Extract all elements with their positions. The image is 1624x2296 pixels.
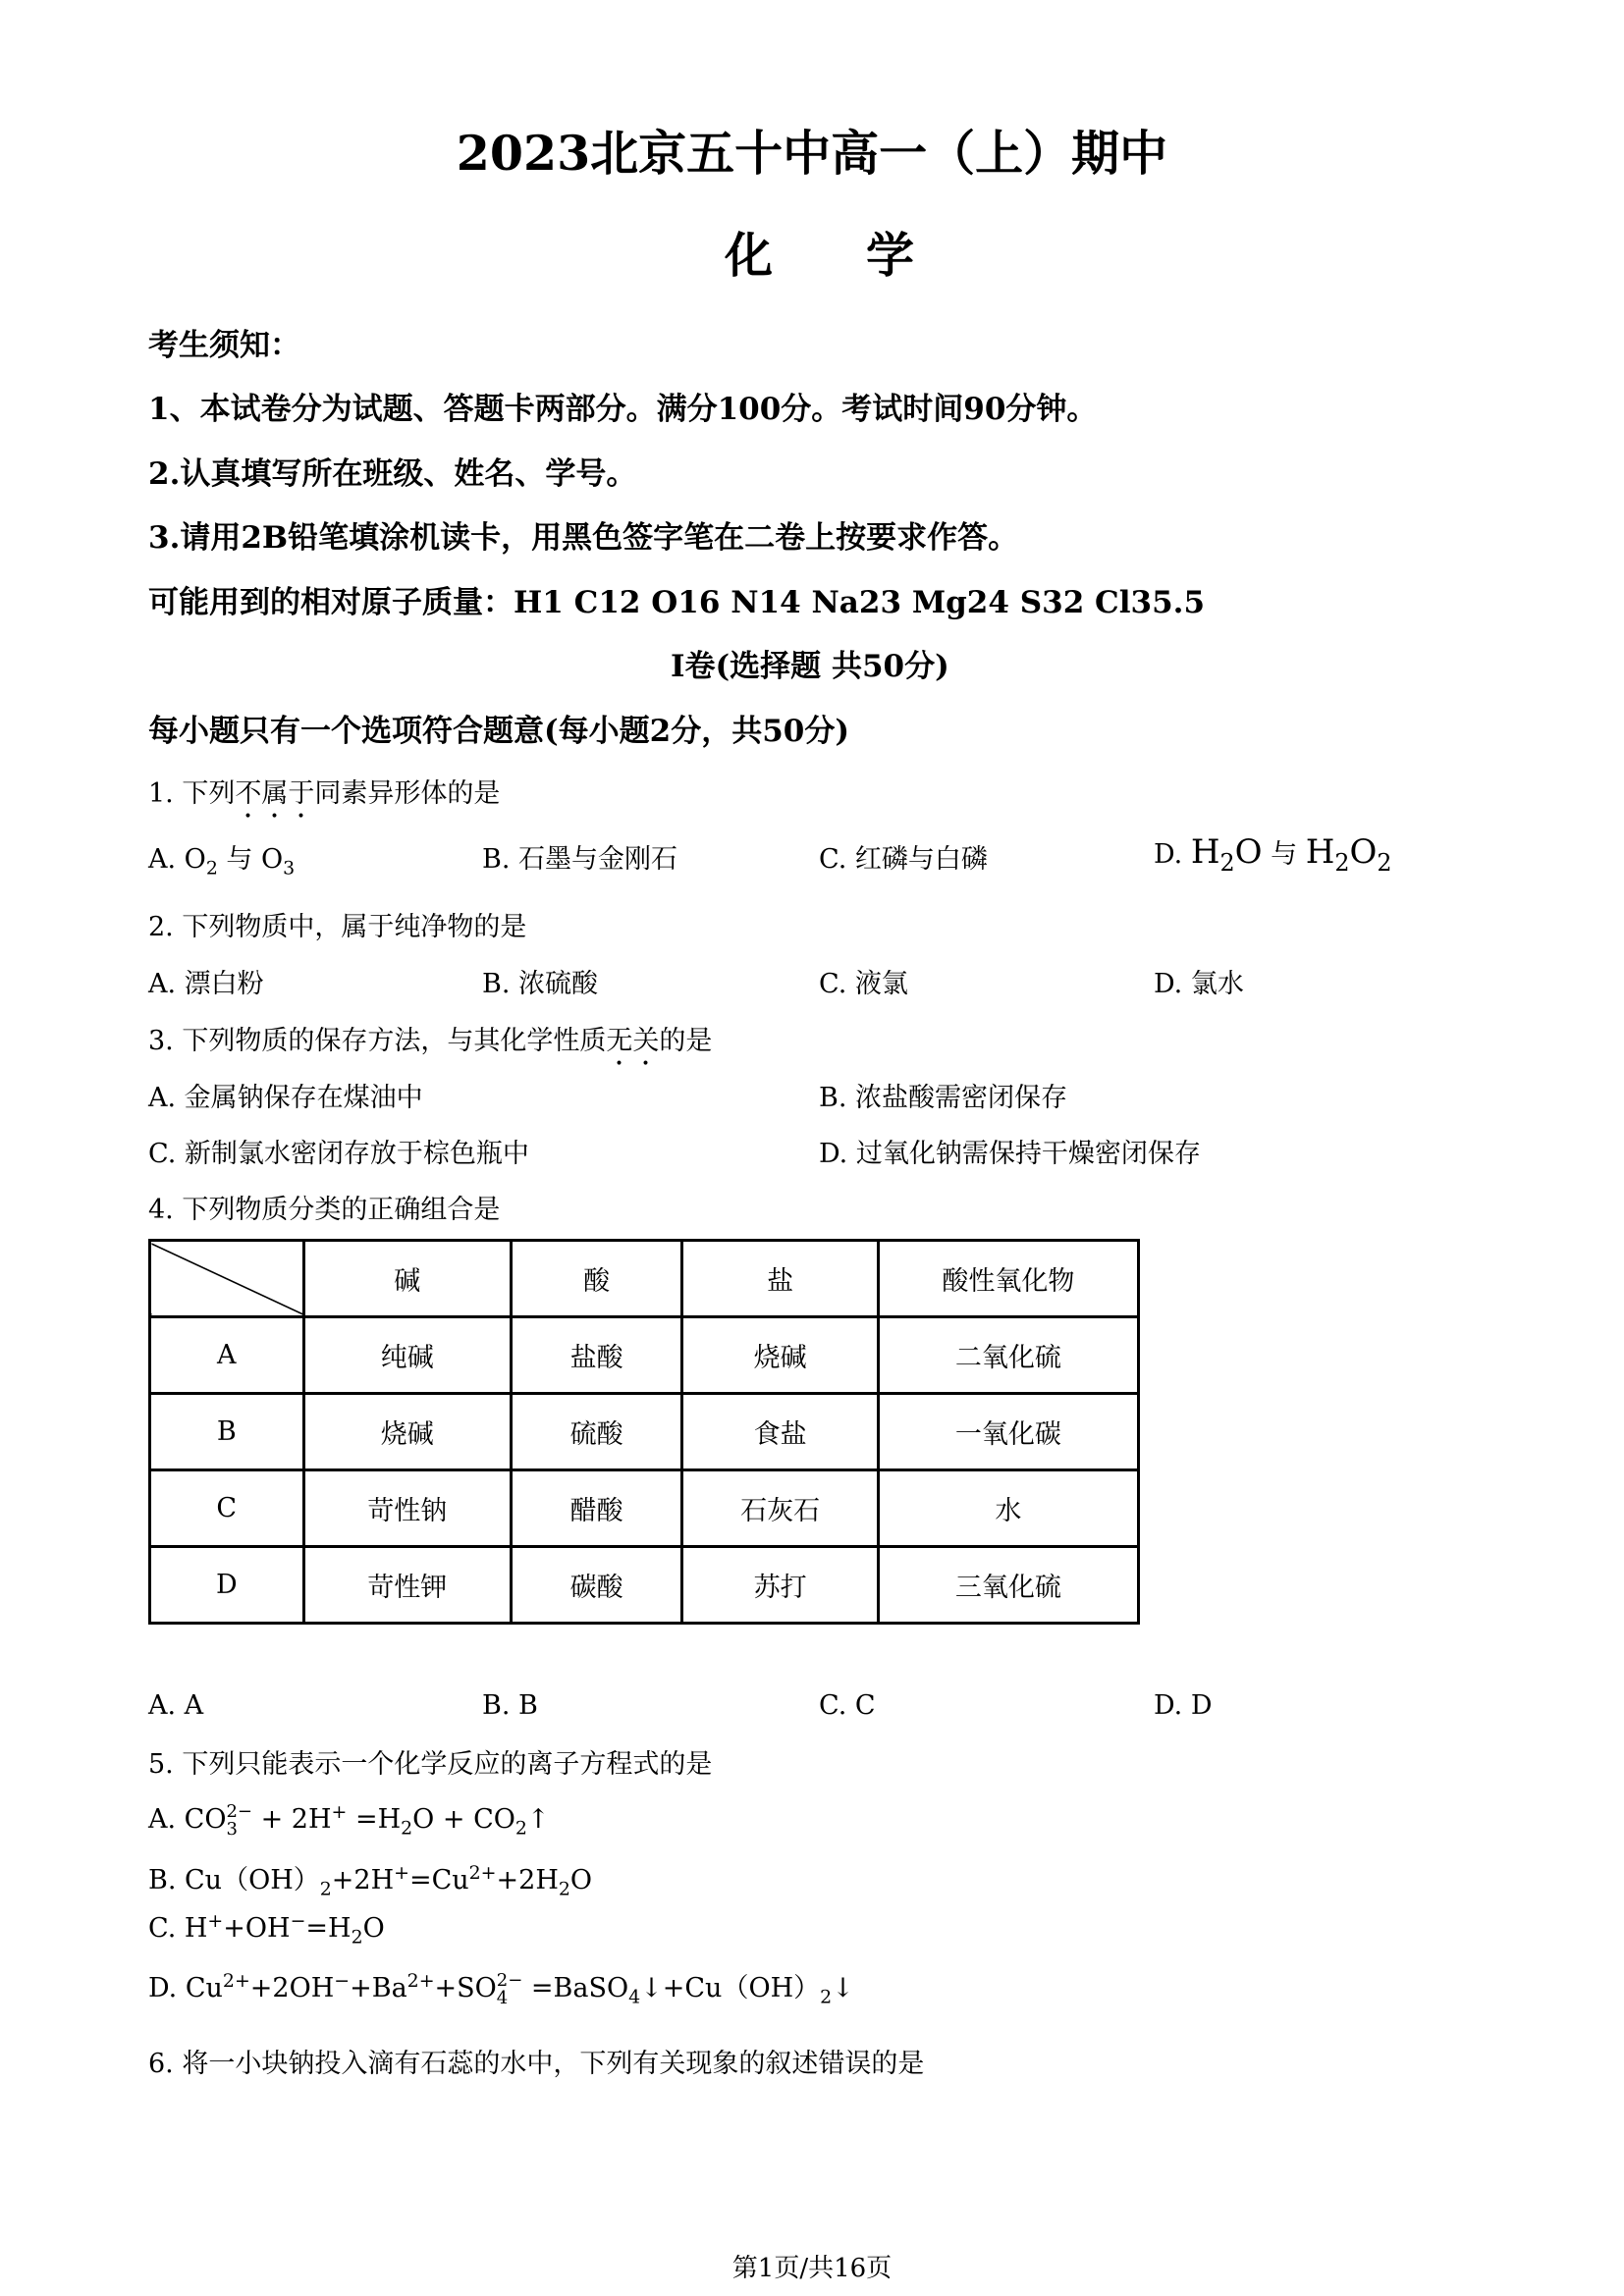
q1-emphasis: 不属于 [235,778,315,809]
q4-option-d[interactable]: D. D [1154,1690,1213,1721]
table-cell: 二氧化硫 [878,1317,1138,1394]
table-header: 酸 [511,1241,681,1317]
table-row [150,1547,1139,1624]
table-cell: 三氧化硫 [878,1547,1138,1624]
table-header: 酸性氧化物 [878,1241,1138,1317]
table-cell: C [150,1470,304,1547]
q2-option-c[interactable]: C. 液氯 [819,969,908,999]
classification-table [148,1239,1140,1625]
table-header: 盐 [682,1241,878,1317]
q5-stem: 5. 下列只能表示一个化学反应的离子方程式的是 [148,1749,713,1780]
table-cell: A [150,1317,304,1394]
subject-char-2: 学 [866,227,915,284]
table-row [150,1317,1139,1394]
q3-stem: 3. 下列物质的保存方法，与其化学性质无关的是 [148,1026,713,1056]
table-header: 碱 [303,1241,511,1317]
table-cell: B [150,1394,304,1470]
table-cell: 一氧化碳 [878,1394,1138,1470]
table-cell: 苏打 [682,1547,878,1624]
table-cell: 碳酸 [511,1547,681,1624]
table-cell: 石灰石 [682,1470,878,1547]
notice-line-2: 2.认真填写所在班级、姓名、学号。 [148,456,637,492]
table-cell: 苛性钾 [303,1547,511,1624]
table-cell: 水 [878,1470,1138,1547]
q4-stem: 4. 下列物质分类的正确组合是 [148,1195,501,1225]
q2-stem: 2. 下列物质中，属于纯净物的是 [148,912,527,942]
q5-option-a-equation: CO 2− 3 + $2H^+ =H_2O$ + $CO_2↑$ [184,1800,550,1840]
q5-option-c-equation: $H^++OH^-=H_2O$ [184,1910,385,1949]
table-cell: 硫酸 [511,1394,681,1470]
q1-option-b[interactable]: B. 石墨与金刚石 [482,844,678,875]
q4-option-c[interactable]: C. C [819,1690,876,1721]
table-cell: 醋酸 [511,1470,681,1547]
table-cell: 盐酸 [511,1317,681,1394]
notice-line-1: 1、本试卷分为试题、答题卡两部分。满分100分。考试时间90分钟。 [148,392,1098,427]
table-cell: 烧碱 [682,1317,878,1394]
subject-char-1: 化 [725,227,774,284]
exam-title: 2023北京五十中高一（上）期中 [456,125,1168,182]
q5-option-d[interactable]: D. $Cu^{2+}+2OH^-+Ba^{2+}+SO$ 2− 4 $=BaSO_4↓+Cu(OH)_2↓$ [148,1969,854,2008]
page-number: 第1页/共16页 [731,2254,893,2283]
table-cell: 烧碱 [303,1394,511,1470]
q6-stem: 6. 将一小块钠投入滴有石蕊的水中，下列有关现象的叙述错误的是 [148,2049,925,2079]
q1-option-d-formula: $H_2O$ [1190,832,1263,877]
q3-option-a[interactable]: A. 金属钠保存在煤油中 [148,1083,423,1113]
section-title: I卷(选择题 共50分) [671,649,949,684]
q2-option-d[interactable]: D. 氯水 [1154,969,1244,999]
q5-option-d-equation: $Cu^{2+}+2OH^-+Ba^{2+}+SO$ 2− 4 $=BaSO_4↓+Cu(OH)_2↓$ [185,1969,854,2008]
notice-heading: 考生须知： [148,328,300,363]
table-cell: 苛性钠 [303,1470,511,1547]
q3-option-b[interactable]: B. 浓盐酸需密闭保存 [819,1083,1068,1113]
q2-option-b[interactable]: B. 浓硫酸 [482,969,599,999]
q1-option-a[interactable]: A. $O_2$ 与 $O_3$ [148,844,296,880]
q1-option-a-formula: $O_2$ 与 $O_3$ [184,844,296,880]
table-cell: 食盐 [682,1394,878,1470]
q5-option-c[interactable]: C. $H^++OH^-=H_2O$ [148,1910,385,1949]
section-instruction: 每小题只有一个选项符合题意(每小题2分，共50分) [148,714,850,749]
q1-stem: 1. 下列不属于同素异形体的是 [148,778,501,809]
q5-option-a[interactable]: A. CO 2− 3 + $2H^+ =H_2O$ + $CO_2↑$ [148,1800,550,1840]
atomic-masses: 可能用到的相对原子质量：H1 C12 O16 N14 Na23 Mg24 S32 Cl35.5 [148,585,1206,620]
q1-option-d[interactable]: D. $H_2O$ 与 $H_2O_2$ [1154,832,1392,877]
table-row [150,1394,1139,1470]
q5-option-b-equation: $Cu(OH)_2+2H^+=Cu^{2+}+2H_2O$ [185,1862,593,1900]
q2-option-a[interactable]: A. 漂白粉 [148,969,264,999]
q3-option-d[interactable]: D. 过氧化钠需保持干燥密闭保存 [819,1139,1201,1169]
table-row [150,1470,1139,1547]
table-cell: D [150,1547,304,1624]
q1-option-c[interactable]: C. 红磷与白磷 [819,844,988,875]
q4-option-b[interactable]: B. B [482,1690,538,1721]
notice-line-3: 3.请用2B铅笔填涂机读卡，用黑色签字笔在二卷上按要求作答。 [148,520,1019,556]
q5-option-b[interactable]: B. $Cu(OH)_2+2H^+=Cu^{2+}+2H_2O$ [148,1862,593,1900]
table-cell: 纯碱 [303,1317,511,1394]
q4-option-a[interactable]: A. A [148,1690,204,1721]
diagonal-header-cell [150,1241,304,1317]
q3-emphasis: 无关 [606,1026,660,1056]
q3-option-c[interactable]: C. 新制氯水密闭存放于棕色瓶中 [148,1139,529,1169]
table-header-row [150,1241,1139,1317]
